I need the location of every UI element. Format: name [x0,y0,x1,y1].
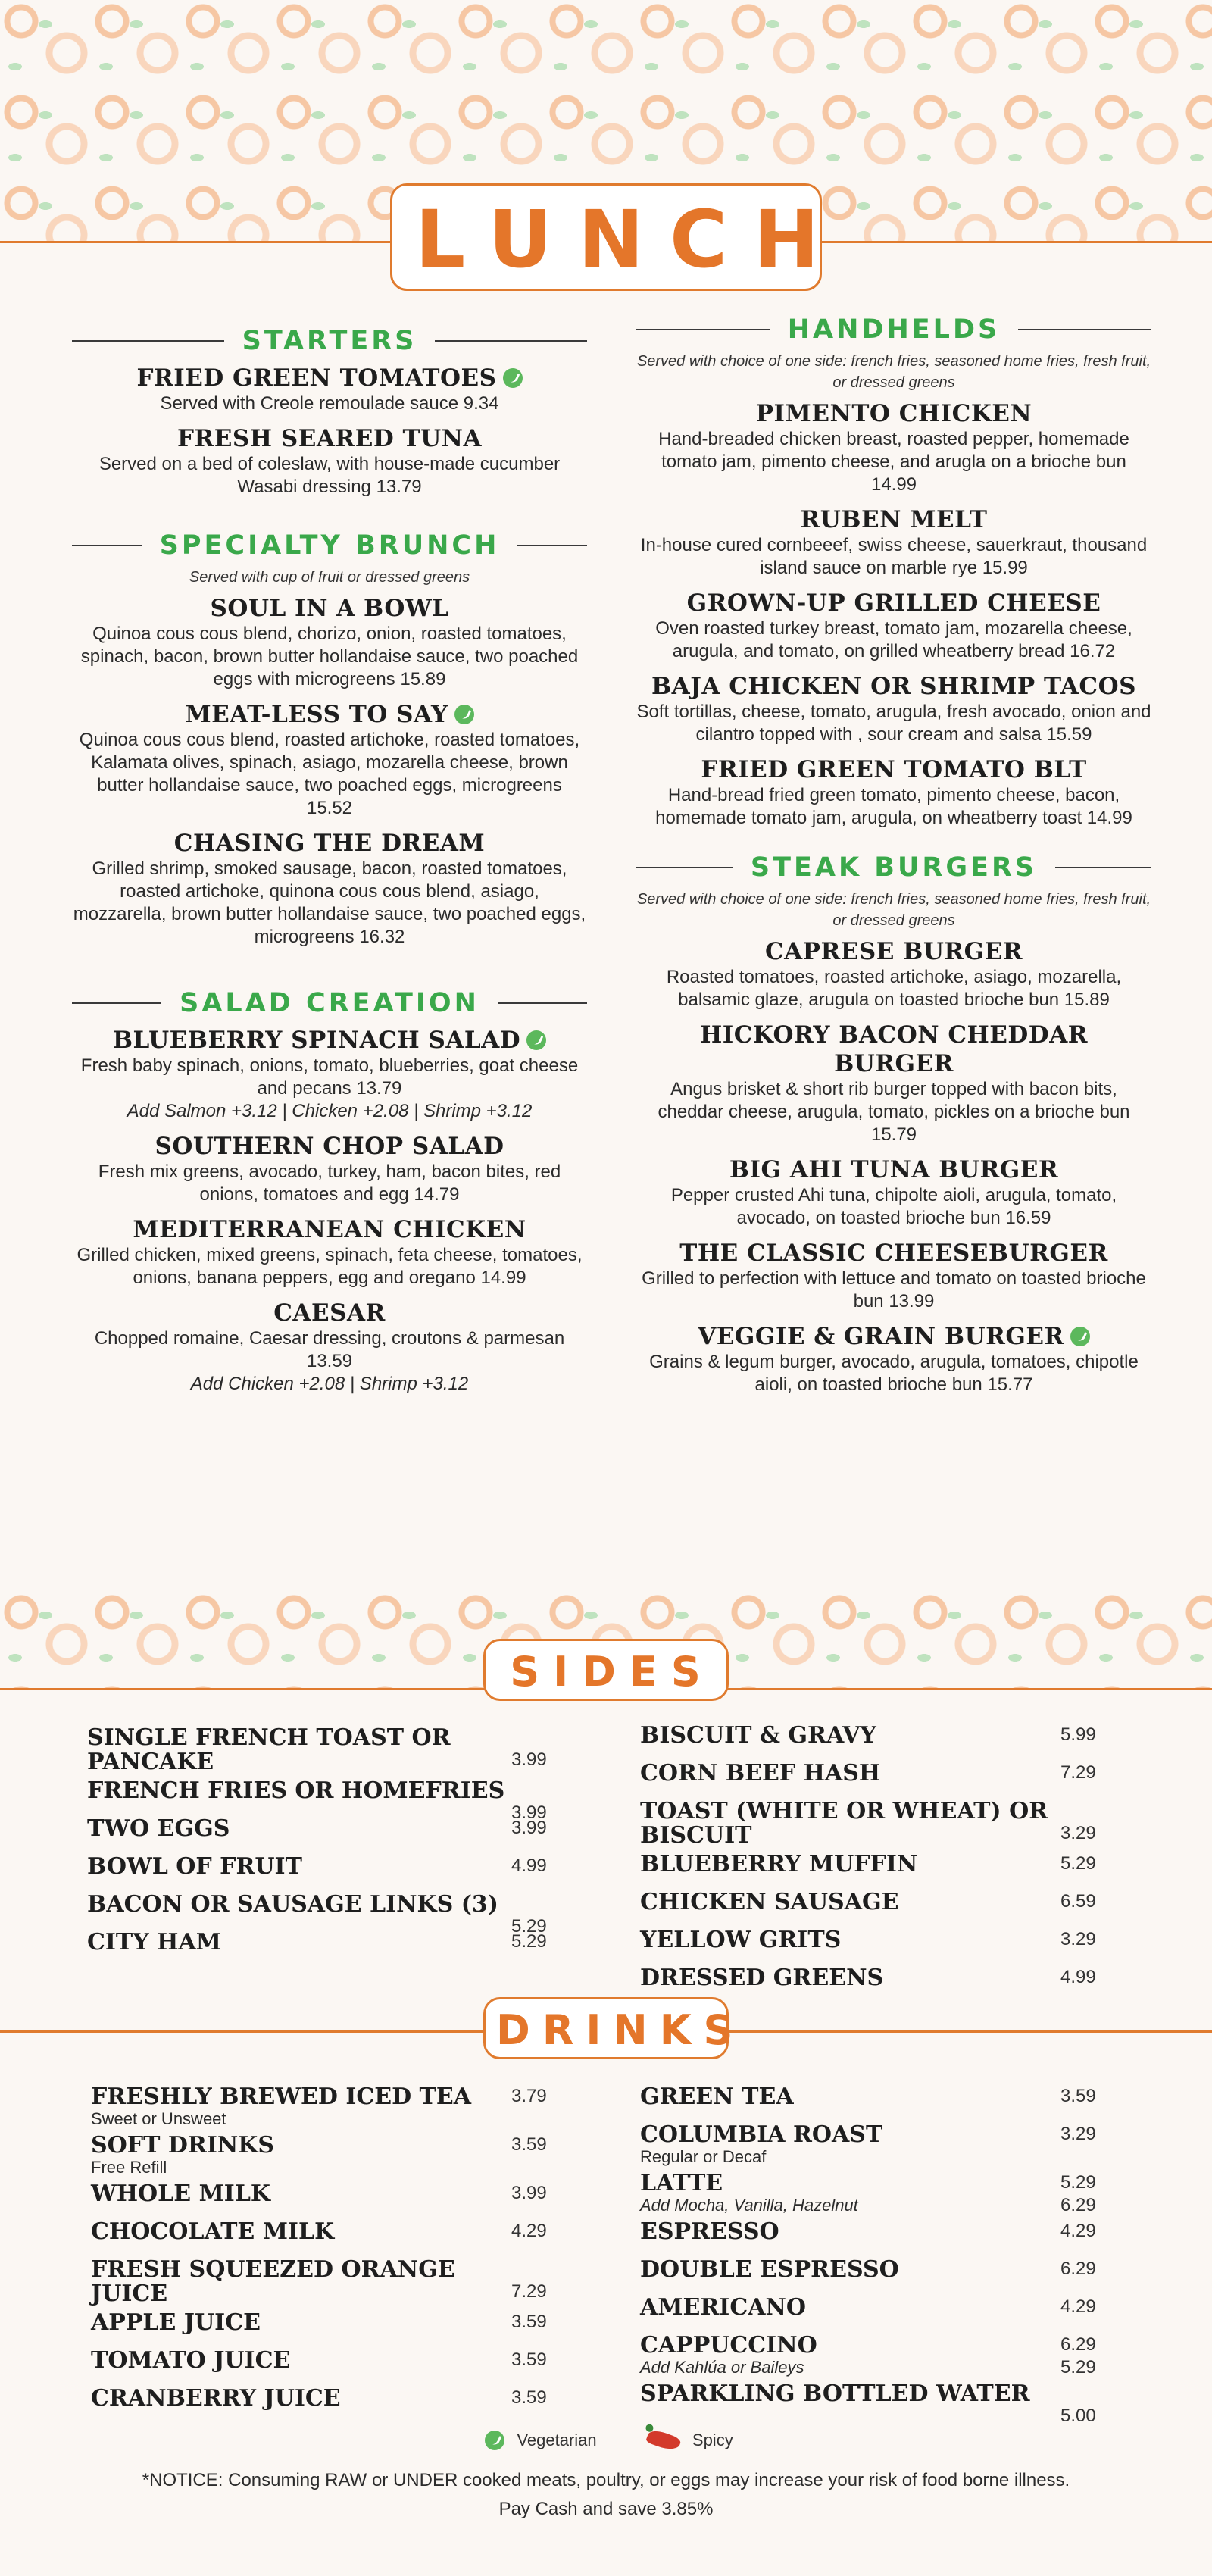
section-note: Served with choice of one side: french fries, seasoned home fries, fresh fruit, or dressed greens [636,891,1151,929]
legend-spicy: Spicy [692,2431,733,2450]
vegetarian-icon [454,705,474,724]
item-name [72,829,587,858]
item-name [72,364,587,392]
item-price: 3.29 [1060,2124,1096,2144]
item-name: CAPPUCCINO [640,2332,817,2359]
menu-item [72,1299,587,1396]
sides-left-list [87,1726,572,1968]
menu-item [636,1322,1151,1396]
item-price: 3.59 [511,2387,547,2408]
item-name-text: CAPRESE BURGER [764,938,1023,965]
list-item [640,2123,1125,2167]
vegetarian-icon [485,2431,504,2450]
vegetarian-icon [1070,1327,1090,1346]
item-price: 4.29 [1060,2221,1096,2241]
drinks-right-list [640,2084,1125,2426]
list-item [87,1855,572,1888]
item-price: 3.29 [1060,1823,1096,1843]
item-name-text: PIMENTO CHICKEN [755,400,1032,427]
item-description: Pepper crusted Ahi tuna, chipolte aioli, arugula, tomato, avocado, on toasted brioche bun 16.59 [670,1185,1117,1228]
item-name: WHOLE MILK [91,2181,270,2207]
item-name [72,700,587,729]
item-name [636,672,1151,701]
item-name: SOFT DRINKS [91,2132,275,2159]
item-price: 4.99 [1060,1967,1096,1987]
section-header-handhelds [636,314,1151,345]
item-price: 6.29 [1060,2334,1096,2355]
item-name: FRENCH FRIES OR HOMEFRIES [87,1777,505,1804]
item-name: AMERICANO [640,2294,807,2321]
item-name: BISCUIT & GRAVY [640,1722,876,1749]
item-price: 3.59 [1060,2086,1096,2106]
item-name [72,1026,587,1055]
item-name-text: BIG AHI TUNA BURGER [729,1156,1059,1183]
list-item [640,1966,1125,1999]
pay-cash-note: Pay Cash and save 3.85% [498,2499,714,2519]
item-name-text: RUBEN MELT [800,506,988,533]
item-name [636,755,1151,784]
right-menu-column [636,314,1151,1405]
page-title: LUNCH [390,183,822,291]
list-item [91,2311,576,2344]
item-name [636,589,1151,617]
item-price: 6.59 [1060,1891,1096,1912]
item-name-text: FRESH SEARED TUNA [177,425,482,452]
item-name: GREEN TEA [640,2084,794,2110]
item-addons: Add Salmon +3.12 | Chicken +2.08 | Shrimp +3.12 [127,1101,533,1121]
item-description: Oven roasted turkey breast, tomato jam, mozarella cheese, arugula, and tomato, on grilled wheatberry bread 16.72 [655,618,1132,661]
item-name: COLUMBIA ROAST [640,2121,883,2148]
item-price: 5.29 [1060,1853,1096,1874]
item-note: Add Mocha, Vanilla, Hazelnut [640,2196,858,2215]
specialty-list [72,594,587,949]
item-name: ESPRESSO [640,2218,779,2245]
item-price: 3.99 [511,2183,547,2203]
item-name [636,1021,1151,1078]
item-price: 7.29 [1060,1762,1096,1783]
item-name [636,1155,1151,1184]
list-item [640,2258,1125,2291]
list-item [640,1799,1125,1848]
menu-item [636,505,1151,580]
item-name: LATTE [640,2170,723,2196]
list-item [640,1890,1125,1924]
section-title: HANDHELDS [787,314,1001,345]
section-title: STARTERS [242,326,417,356]
item-price: 3.99 [511,1802,547,1823]
item-description: Roasted tomatoes, roasted artichoke, asiago, mozarella, balsamic glaze, arugula on toasted brioche bun 15.89 [666,967,1122,1010]
list-item [87,1930,572,1964]
list-item [640,2296,1125,2329]
item-name: DOUBLE ESPRESSO [640,2256,899,2283]
item-description: Angus brisket & short rib burger topped with bacon bits, cheddar cheese, arugula, tomato, pickles on a brioche bun 15.79 [658,1079,1130,1145]
section-title: SPECIALTY BRUNCH [159,530,500,561]
item-price: 5.29 [511,1916,547,1937]
section-header-specialty [72,530,587,561]
menu-item [72,364,587,415]
item-description: Grilled shrimp, smoked sausage, bacon, roasted tomatoes, roasted artichoke, quinona cous cous blend, asiago, mozzarella, brown butter hollandaise sauce, two poached eggs, microgreens 16.32 [73,858,586,947]
item-name: SINGLE FRENCH TOAST OR PANCAKE [87,1724,451,1775]
menu-item [636,937,1151,1011]
item-name: TOMATO JUICE [91,2347,291,2374]
item-addons: Add Chicken +2.08 | Shrimp +3.12 [190,1374,469,1394]
drinks-left-list [91,2085,576,2424]
section-header-starters [72,326,587,356]
menu-item [636,1021,1151,1146]
list-item [91,2220,576,2253]
section-title: STEAK BURGERS [750,852,1038,883]
item-price: 5.00 [1060,2406,1096,2426]
vegetarian-icon [526,1030,546,1050]
item-name [72,424,587,453]
item-name [636,937,1151,966]
list-item [640,1724,1125,1757]
section-header-burgers [636,852,1151,883]
item-price: 3.99 [511,1818,547,1838]
item-name [72,1132,587,1161]
item-name: FRESH SQUEEZED ORANGE JUICE [91,2256,455,2307]
item-description: Fresh mix greens, avocado, turkey, ham, bacon bites, red onions, tomatoes and egg 14.79 [98,1161,561,1205]
item-name-text: SOUL IN A BOWL [210,595,449,622]
sides-title: SIDES [483,1639,729,1701]
item-price-addon: 5.29 [1060,2357,1096,2377]
item-name: DRESSED GREENS [640,1965,884,1991]
item-name: BACON OR SAUSAGE LINKS (3) [87,1891,498,1918]
list-item [640,2381,1125,2426]
list-item [91,2085,576,2129]
item-description: Grilled to perfection with lettuce and tomato on toasted brioche bun 13.99 [642,1268,1146,1311]
item-name: YELLOW GRITS [640,1927,842,1953]
item-name [636,1239,1151,1268]
list-item [91,2258,576,2306]
item-description: Served with Creole remoulade sauce 9.34 [160,393,499,414]
item-note: Regular or Decaf [640,2147,767,2166]
menu-item [72,424,587,499]
item-description: Quinoa cous cous blend, chorizo, onion, roasted tomatoes, spinach, bacon, brown butter hollandaise sauce, two poached eggs with microgreens 15.89 [80,624,579,689]
item-name-text: HICKORY BACON CHEDDAR BURGER [699,1021,1089,1077]
menu-item [72,829,587,949]
menu-item [636,672,1151,746]
legend-vegetarian: Vegetarian [517,2431,597,2450]
item-description: Hand-bread fried green tomato, pimento cheese, bacon, homemade tomato jam, arugula, on wheatberry toast 14.99 [655,785,1132,828]
list-item [640,2334,1125,2377]
list-item [640,2171,1125,2215]
item-price: 5.99 [1060,1724,1096,1745]
item-name: SPARKLING BOTTLED WATER [640,2381,1030,2407]
item-description: Grilled chicken, mixed greens, spinach, feta cheese, tomatoes, onions, banana peppers, egg and oregano 14.99 [77,1245,583,1288]
footer-notice [0,2466,1212,2524]
item-name: CRANBERRY JUICE [91,2385,341,2412]
item-price: 3.79 [511,2086,547,2106]
item-name: BOWL OF FRUIT [87,1853,302,1880]
item-name: TWO EGGS [87,1815,230,1842]
item-price: 3.59 [511,2312,547,2332]
list-item [91,2182,576,2215]
item-description: Quinoa cous cous blend, roasted artichoke, roasted tomatoes, Kalamata olives, spinach, asiago, mozarella cheese, brown butter hollandaise sauce, two poached eggs, microgreens 15.52 [79,730,580,818]
item-name-text: CHASING THE DREAM [173,830,486,857]
item-description: In-house cured cornbeeef, swiss cheese, sauerkraut, thousand island sauce on marble rye 15.99 [640,535,1148,578]
health-notice: *NOTICE: Consuming RAW or UNDER cooked meats, poultry, or eggs may increase your risk of food borne illness. [142,2470,1070,2490]
item-name [72,1215,587,1244]
sides-right-list [640,1724,1125,2004]
list-item [87,1817,572,1850]
item-note: Free Refill [91,2158,167,2177]
item-price: 4.29 [1060,2296,1096,2317]
item-price: 3.29 [1060,1929,1096,1949]
item-price: 3.59 [511,2349,547,2370]
item-price: 5.29 [1060,2172,1096,2193]
item-name [72,594,587,623]
menu-item [636,399,1151,496]
item-price-addon: 6.29 [1060,2195,1096,2215]
item-name-text: BAJA CHICKEN OR SHRIMP TACOS [651,673,1136,700]
item-price: 3.59 [511,2134,547,2155]
chili-pepper-icon [645,2428,682,2453]
menu-item [636,589,1151,663]
item-name: BLUEBERRY MUFFIN [640,1851,918,1877]
menu-item [636,1239,1151,1313]
menu-item [72,1026,587,1123]
item-name: CITY HAM [87,1929,221,1955]
item-price: 7.29 [511,2281,547,2302]
item-name-text: MEDITERRANEAN CHICKEN [133,1216,526,1243]
item-name: CORN BEEF HASH [640,1760,881,1787]
item-name [636,1322,1151,1351]
menu-item [72,700,587,820]
list-item [87,1891,572,1937]
item-name [636,399,1151,428]
handhelds-list [636,399,1151,830]
item-price: 4.99 [511,1855,547,1876]
drinks-title: DRINKS [483,1997,729,2059]
left-menu-column [72,326,587,1405]
item-name-text: SOUTHERN CHOP SALAD [155,1133,504,1160]
list-item [640,1928,1125,1962]
item-name-text: BLUEBERRY SPINACH SALAD [112,1027,521,1054]
list-item [87,1726,572,1774]
list-item [640,1762,1125,1795]
list-item [91,2349,576,2382]
item-description: Soft tortillas, cheese, tomato, arugula, fresh avocado, onion and cilantro topped with , sour cream and salsa 15.59 [636,702,1151,745]
item-name: APPLE JUICE [91,2309,261,2336]
item-description: Fresh baby spinach, onions, tomato, blueberries, goat cheese and pecans 13.79 [80,1055,579,1099]
list-item [640,2085,1125,2118]
item-price: 6.29 [1060,2259,1096,2279]
list-item [87,1777,572,1823]
item-name [72,1299,587,1327]
menu-item [636,1155,1151,1230]
salad-list [72,1026,587,1396]
section-note: Served with cup of fruit or dressed greens [189,569,470,586]
list-item [91,2387,576,2420]
item-description: Hand-breaded chicken breast, roasted pepper, homemade tomato jam, pimento cheese, and arugla on a brioche bun 14.99 [658,429,1129,495]
item-name-text: MEAT-LESS TO SAY [185,701,448,728]
list-item [640,1852,1125,1886]
section-note: Served with choice of one side: french fries, seasoned home fries, fresh fruit, or dressed greens [636,353,1151,391]
item-name-text: GROWN-UP GRILLED CHEESE [686,589,1101,617]
menu-item [72,1215,587,1290]
item-description: Grains & legum burger, avocado, arugula, tomatoes, chipotle aioli, on toasted brioche bun 15.77 [649,1352,1139,1395]
item-name [636,505,1151,534]
item-price: 4.29 [511,2221,547,2241]
item-name-text: VEGGIE & GRAIN BURGER [698,1323,1064,1350]
vegetarian-icon [503,368,523,388]
item-price: 3.99 [511,1749,547,1770]
menu-item [636,755,1151,830]
section-header-salad [72,988,587,1018]
item-name: TOAST (WHITE OR WHEAT) OR BISCUIT [640,1798,1048,1849]
item-name: FRESHLY BREWED ICED TEA [91,2084,472,2110]
item-description: Chopped romaine, Caesar dressing, croutons & parmesan 13.59 [94,1328,565,1371]
item-name: CHICKEN SAUSAGE [640,1889,899,1915]
list-item [640,2220,1125,2253]
item-name-text: FRIED GREEN TOMATOES [136,364,497,392]
item-name-text: THE CLASSIC CHEESEBURGER [679,1240,1108,1267]
item-note: Add Kahlúa or Baileys [640,2358,804,2377]
item-description: Served on a bed of coleslaw, with house-made cucumber Wasabi dressing 13.79 [98,454,561,497]
item-price: 5.29 [511,1931,547,1952]
starters-list [72,364,587,499]
item-name-text: CAESAR [273,1299,386,1327]
menu-item [72,594,587,691]
list-item [91,2134,576,2177]
legend [0,2430,1212,2450]
menu-item [72,1132,587,1206]
burgers-list [636,937,1151,1396]
item-name-text: FRIED GREEN TOMATO BLT [701,756,1087,783]
section-title: SALAD CREATION [180,988,479,1018]
item-note: Sweet or Unsweet [91,2109,226,2128]
item-name: CHOCOLATE MILK [91,2218,335,2245]
